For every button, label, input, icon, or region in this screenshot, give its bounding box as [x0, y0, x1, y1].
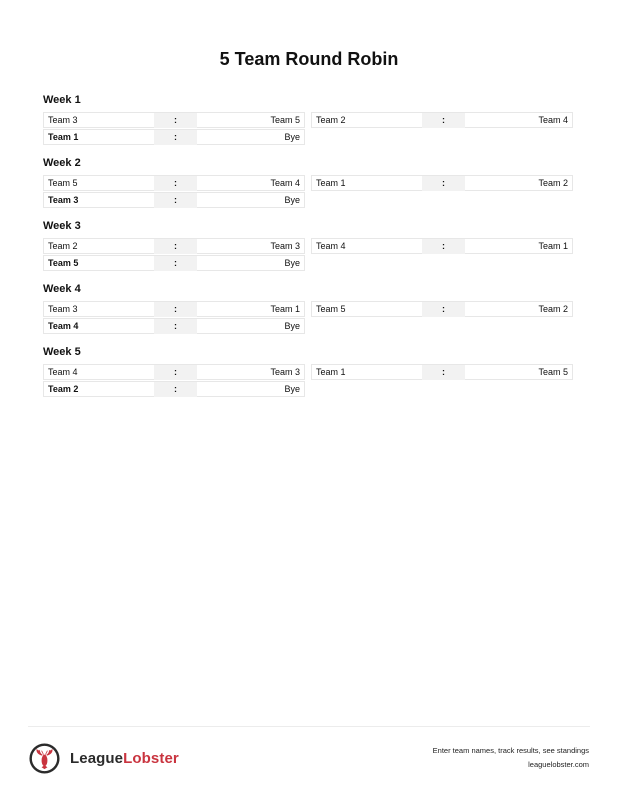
match-row	[43, 301, 305, 317]
away-team: Team 5	[270, 115, 300, 125]
bye-team: Team 3	[48, 195, 79, 205]
away-team: Team 2	[538, 304, 568, 314]
footer-divider	[28, 726, 590, 727]
away-team: Team 3	[270, 367, 300, 377]
match-grid	[43, 175, 573, 209]
week-title: Week 3	[43, 220, 81, 232]
league-lobster-logo[interactable]	[28, 741, 179, 775]
match-grid	[43, 364, 573, 398]
score-cell[interactable]: :	[154, 176, 197, 191]
score-cell[interactable]: :	[422, 365, 465, 380]
footer-url[interactable]: leaguelobster.com	[528, 760, 589, 769]
bye-team: Team 1	[48, 132, 79, 142]
score-cell[interactable]: :	[154, 256, 197, 271]
score-cell[interactable]: :	[422, 302, 465, 317]
week-block	[43, 344, 573, 407]
bye-row	[43, 192, 305, 208]
home-team: Team 2	[48, 241, 78, 251]
score-cell[interactable]: :	[154, 113, 197, 128]
week-title: Week 5	[43, 346, 81, 358]
bye-team: Team 5	[48, 258, 79, 268]
home-team: Team 3	[48, 115, 78, 125]
week-block	[43, 218, 573, 281]
score-cell[interactable]: :	[154, 302, 197, 317]
match-grid	[43, 238, 573, 272]
week-title: Week 2	[43, 157, 81, 169]
match-row	[311, 175, 573, 191]
away-team: Team 5	[538, 367, 568, 377]
schedule	[43, 92, 573, 407]
home-team: Team 5	[48, 178, 78, 188]
score-cell[interactable]: :	[422, 176, 465, 191]
week-block	[43, 155, 573, 218]
away-team: Team 1	[538, 241, 568, 251]
footer-info	[433, 744, 589, 772]
match-row	[43, 238, 305, 254]
match-row	[43, 175, 305, 191]
bye-label: Bye	[284, 258, 300, 268]
home-team: Team 4	[316, 241, 346, 251]
score-cell[interactable]: :	[154, 239, 197, 254]
away-team: Team 4	[270, 178, 300, 188]
score-cell[interactable]: :	[154, 130, 197, 145]
home-team: Team 2	[316, 115, 346, 125]
week-title: Week 1	[43, 94, 81, 106]
home-team: Team 3	[48, 304, 78, 314]
footer-tagline: Enter team names, track results, see standings	[432, 746, 589, 755]
bye-label: Bye	[284, 321, 300, 331]
score-cell[interactable]: :	[422, 113, 465, 128]
week-block	[43, 92, 573, 155]
bye-label: Bye	[284, 132, 300, 142]
logo-text	[70, 750, 179, 767]
bye-row	[43, 318, 305, 334]
bye-label: Bye	[284, 195, 300, 205]
score-cell[interactable]: :	[154, 193, 197, 208]
match-row	[311, 301, 573, 317]
match-row	[311, 364, 573, 380]
bye-label: Bye	[284, 384, 300, 394]
bye-row	[43, 255, 305, 271]
match-row	[311, 112, 573, 128]
match-grid	[43, 301, 573, 335]
bye-team: Team 2	[48, 384, 79, 394]
away-team: Team 3	[270, 241, 300, 251]
match-row	[43, 364, 305, 380]
away-team: Team 2	[538, 178, 568, 188]
away-team: Team 4	[538, 115, 568, 125]
page-title: 5 Team Round Robin	[219, 49, 399, 69]
score-cell[interactable]: :	[154, 365, 197, 380]
bye-row	[43, 129, 305, 145]
home-team: Team 1	[316, 178, 346, 188]
bye-row	[43, 381, 305, 397]
home-team: Team 4	[48, 367, 78, 377]
match-row	[43, 112, 305, 128]
week-title: Week 4	[43, 283, 81, 295]
logo-text-league: League	[70, 749, 124, 767]
score-cell[interactable]: :	[422, 239, 465, 254]
away-team: Team 1	[270, 304, 300, 314]
home-team: Team 5	[316, 304, 346, 314]
bye-team: Team 4	[48, 321, 79, 331]
week-block	[43, 281, 573, 344]
logo-text-lobster: Lobster	[123, 749, 179, 767]
lobster-icon	[28, 742, 61, 775]
home-team: Team 1	[316, 367, 346, 377]
score-cell[interactable]: :	[154, 319, 197, 334]
match-grid	[43, 112, 573, 146]
match-row	[311, 238, 573, 254]
score-cell[interactable]: :	[154, 382, 197, 397]
